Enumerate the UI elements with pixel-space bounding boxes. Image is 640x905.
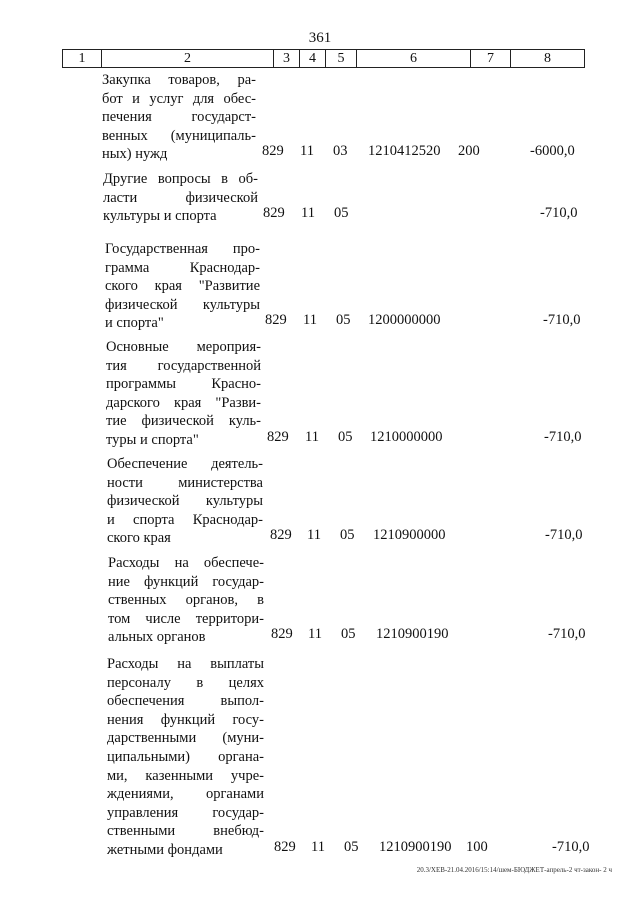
document-footer: 20.3/ХЕВ-21.04.2016/15:14/шем-БЮДЖЕТ-апрель-2 чт-закон- 2 ч bbox=[416, 866, 612, 874]
row-description bbox=[103, 170, 258, 226]
description-line: дарственными (муни- bbox=[107, 730, 264, 747]
description-line: ных) нужд bbox=[102, 146, 168, 163]
cell-c5: 05 bbox=[344, 839, 359, 855]
cell-c8: -710,0 bbox=[552, 839, 590, 855]
cell-c5: 05 bbox=[338, 429, 353, 445]
description-line: Обеспечение деятель- bbox=[107, 456, 263, 472]
header-col-3: 3 bbox=[273, 50, 299, 67]
cell-c8: -710,0 bbox=[540, 205, 578, 222]
cell-c3: 829 bbox=[270, 527, 292, 544]
header-col-7: 7 bbox=[470, 50, 510, 67]
description-line: управления государ- bbox=[107, 804, 264, 821]
cell-c6: 1210900190 bbox=[376, 626, 449, 643]
description-line: тие физической куль- bbox=[106, 413, 261, 430]
row-description bbox=[106, 338, 261, 450]
cell-c6: 1200000000 bbox=[368, 312, 441, 329]
description-line: туры и спорта" bbox=[106, 431, 199, 448]
description-line: персоналу в целях bbox=[107, 674, 264, 691]
cell-c6: 1210900000 bbox=[373, 527, 446, 544]
description-line: культуры и спорта bbox=[103, 208, 217, 225]
table-header bbox=[62, 49, 585, 68]
cell-c6: 1210000000 bbox=[370, 429, 443, 445]
description-line: ственных органов, в bbox=[108, 592, 264, 609]
cell-c4: 11 bbox=[307, 527, 321, 544]
cell-c4: 11 bbox=[300, 143, 314, 160]
row-description bbox=[108, 554, 264, 647]
cell-c3: 829 bbox=[265, 312, 287, 329]
cell-c8: -710,0 bbox=[544, 429, 582, 445]
row-description bbox=[105, 240, 260, 333]
cell-c8: -710,0 bbox=[545, 527, 583, 544]
description-line: Государственная про- bbox=[105, 241, 260, 257]
cell-c7: 200 bbox=[458, 143, 480, 160]
description-line: физической культуры bbox=[105, 296, 260, 313]
row-description bbox=[107, 455, 263, 548]
header-col-6: 6 bbox=[356, 50, 470, 67]
row-description bbox=[102, 71, 256, 164]
description-line: и спорта Краснодар- bbox=[107, 511, 263, 528]
description-line: ципальными) органа- bbox=[107, 748, 264, 765]
header-col-2: 2 bbox=[101, 50, 273, 67]
description-line: Расходы на обеспече- bbox=[108, 555, 264, 571]
header-col-5: 5 bbox=[325, 50, 356, 67]
description-line: Основные мероприя- bbox=[106, 339, 261, 355]
cell-c4: 11 bbox=[303, 312, 317, 329]
description-line: ласти физической bbox=[103, 189, 258, 206]
cell-c4: 11 bbox=[308, 626, 322, 643]
description-line: ждениями, органами bbox=[107, 786, 264, 803]
description-line: ние функций государ- bbox=[108, 573, 264, 590]
cell-c6: 1210900190 bbox=[379, 839, 452, 855]
cell-c4: 11 bbox=[301, 205, 315, 222]
cell-c3: 829 bbox=[262, 143, 284, 160]
cell-c5: 05 bbox=[336, 312, 351, 329]
description-line: и спорта" bbox=[105, 315, 164, 332]
cell-c6: 1210412520 bbox=[368, 143, 441, 160]
page-number: 361 bbox=[308, 30, 332, 46]
description-line: обеспечения выпол- bbox=[107, 693, 264, 710]
row-description bbox=[107, 655, 264, 860]
description-line: физической культуры bbox=[107, 493, 263, 510]
cell-c8: -6000,0 bbox=[530, 143, 575, 160]
cell-c3: 829 bbox=[263, 205, 285, 222]
header-col-8: 8 bbox=[510, 50, 584, 67]
description-line: Закупка товаров, ра- bbox=[102, 72, 256, 88]
description-line: Другие вопросы в об- bbox=[103, 171, 258, 187]
description-line: бот и услуг для обес- bbox=[102, 90, 256, 107]
description-line: ственными внебюд- bbox=[107, 823, 264, 840]
description-line: альных органов bbox=[108, 629, 206, 646]
description-line: ми, казенными учре- bbox=[107, 767, 264, 784]
cell-c8: -710,0 bbox=[543, 312, 581, 329]
description-line: грамма Краснодар- bbox=[105, 259, 260, 276]
cell-c7: 100 bbox=[466, 839, 488, 855]
description-line: нения функций госу- bbox=[107, 711, 264, 728]
description-line: тия государственной bbox=[106, 357, 261, 374]
header-col-1: 1 bbox=[78, 51, 86, 66]
cell-c5: 05 bbox=[341, 626, 356, 643]
description-line: программы Красно- bbox=[106, 376, 261, 393]
description-line: печения государст- bbox=[102, 109, 256, 126]
description-line: венных (муниципаль- bbox=[102, 127, 256, 144]
description-line: ского края "Развитие bbox=[105, 278, 260, 295]
description-line: Расходы на выплаты bbox=[107, 656, 264, 672]
description-line: ности министерства bbox=[107, 474, 263, 491]
cell-c5: 05 bbox=[340, 527, 355, 544]
cell-c4: 11 bbox=[305, 429, 319, 445]
description-line: том числе территори- bbox=[108, 610, 264, 627]
cell-c3: 829 bbox=[267, 429, 289, 445]
cell-c3: 829 bbox=[271, 626, 293, 643]
header-col-4: 4 bbox=[299, 50, 325, 67]
cell-c3: 829 bbox=[274, 839, 296, 855]
cell-c4: 11 bbox=[311, 839, 325, 855]
cell-c5: 03 bbox=[333, 143, 348, 160]
description-line: дарского края "Разви- bbox=[106, 394, 261, 411]
cell-c8: -710,0 bbox=[548, 626, 586, 643]
cell-c5: 05 bbox=[334, 205, 349, 222]
description-line: ского края bbox=[107, 530, 171, 547]
description-line: жетными фондами bbox=[107, 841, 223, 858]
